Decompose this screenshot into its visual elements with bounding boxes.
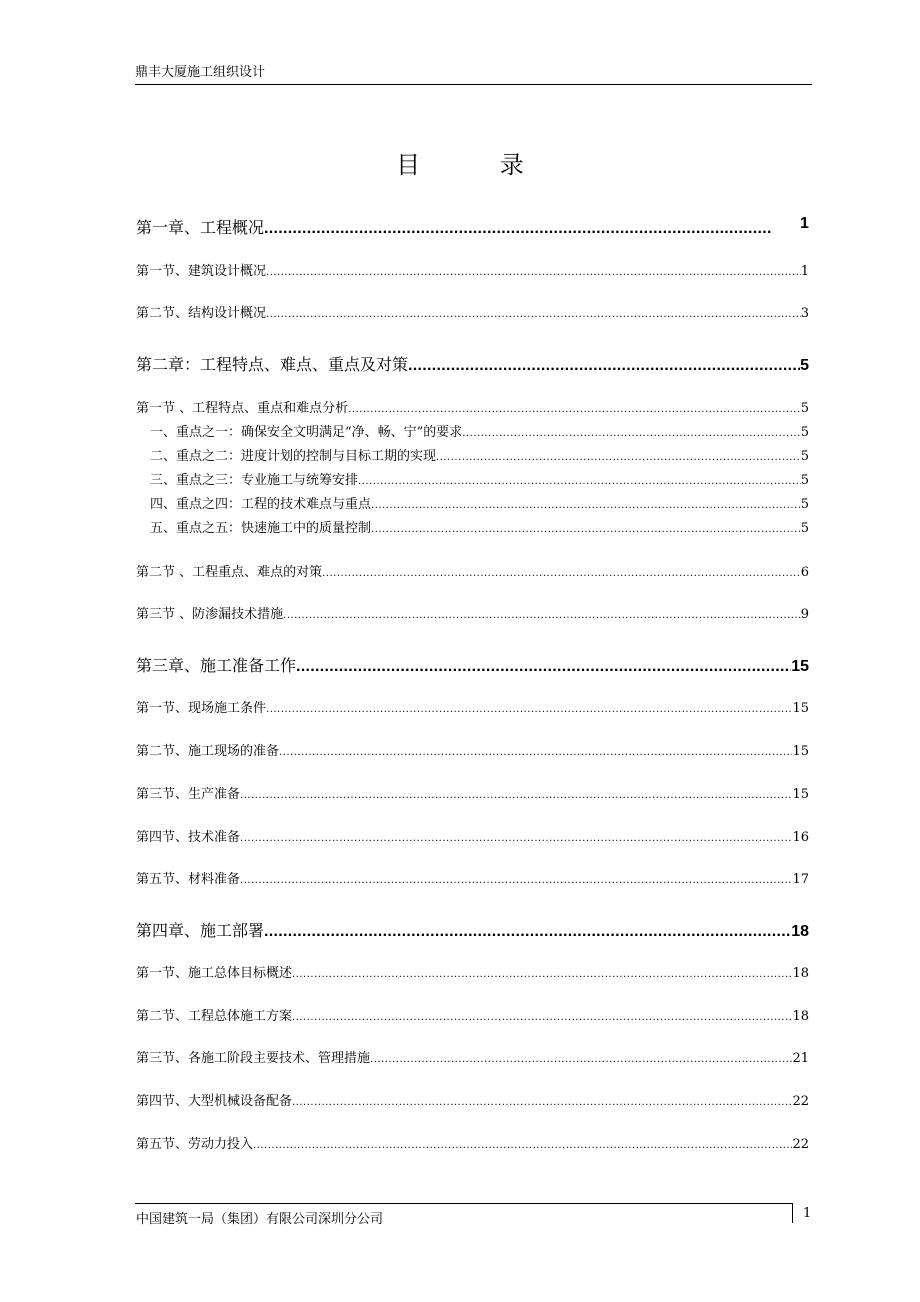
toc-chapter-4[interactable] [136,918,809,942]
toc-label: 五、重点之五：快速施工中的质量控制 [150,521,372,536]
toc-page: 9 [800,607,809,622]
toc-section[interactable] [136,740,809,760]
toc-page: 18 [792,966,809,981]
toc-label: 第一节、建筑设计概况 [136,264,267,279]
toc-label: 一、重点之一：确保安全文明满足“净、畅、宁”的要求 [150,425,463,440]
leader-dots [370,1054,792,1065]
leader-dots [358,476,801,487]
leader-dots [371,500,801,511]
toc-item[interactable] [136,421,809,441]
toc-section[interactable] [136,826,809,846]
toc-page: 17 [792,872,809,887]
toc-label: 第三节 、防渗漏技术措施 [136,607,284,622]
leader-dots [462,428,800,439]
toc-section[interactable] [136,302,809,322]
toc-section[interactable] [136,561,809,581]
toc-section[interactable] [136,603,809,623]
toc-label: 第二节、工程总体施工方案 [136,1009,293,1024]
toc-page: 3 [800,306,809,321]
leader-dots [266,309,801,320]
leader-dots [348,404,801,415]
toc-page: 15 [791,658,809,675]
toc-page: 5 [800,357,809,374]
toc-label: 第三节、各施工阶段主要技术、管理措施 [136,1051,371,1066]
leader-dots [264,220,772,238]
toc-section[interactable] [136,1090,809,1110]
toc-chapter-3[interactable] [136,653,809,677]
toc-label: 第五节、劳动力投入 [136,1137,254,1152]
toc-page: 21 [792,1051,809,1066]
toc-label: 第四节、技术准备 [136,830,241,845]
toc-section[interactable] [136,260,809,280]
toc-section[interactable] [136,1005,809,1025]
toc-label: 三、重点之三：专业施工与统筹安排 [150,473,359,488]
toc-label: 第二章：工程特点、难点、重点及对策 [136,355,409,374]
leader-dots [436,452,801,463]
toc-section[interactable] [136,1047,809,1067]
toc-page: 6 [800,565,809,580]
toc-label: 第二节、结构设计概况 [136,306,267,321]
toc-label: 第一节、现场施工条件 [136,701,267,716]
leader-dots [296,658,791,676]
toc-section[interactable] [136,868,809,888]
toc-page: 15 [792,744,809,759]
leader-dots [371,524,801,535]
toc-label: 二、重点之二：进度计划的控制与目标工期的实现 [150,449,437,464]
toc-page: 5 [800,425,809,440]
toc-page: 15 [792,787,809,802]
toc-label: 第一章、工程概况 [136,218,265,237]
toc-chapter-1-page [800,215,809,239]
leader-dots [292,1012,792,1023]
toc-section[interactable] [136,697,809,717]
toc-item[interactable] [136,493,809,513]
toc-page: 1 [800,264,809,279]
toc-page: 1 [800,215,809,232]
leader-dots [408,357,800,375]
toc-label: 四、重点之四：工程的技术难点与重点 [150,497,372,512]
leader-dots [240,833,792,844]
leader-dots [240,790,792,801]
toc-section[interactable] [136,783,809,803]
footer-rule [135,1203,792,1204]
leader-dots [240,875,792,886]
leader-dots [279,747,792,758]
toc-label: 第三章、施工准备工作 [136,656,297,675]
toc-page: 22 [792,1094,809,1109]
leader-dots [253,1140,792,1151]
toc-section[interactable] [136,1133,809,1153]
leader-dots [322,568,801,579]
toc-label: 第二节、施工现场的准备 [136,744,280,759]
toc-label: 第四章、施工部署 [136,921,265,940]
toc-page: 16 [792,830,809,845]
toc-page: 5 [800,521,809,536]
toc-page: 5 [800,449,809,464]
leader-dots [292,969,792,980]
toc-item[interactable] [136,469,809,489]
toc-label: 第三节、生产准备 [136,787,241,802]
toc-page: 22 [792,1137,809,1152]
toc-page: 5 [800,473,809,488]
toc-item[interactable] [136,517,809,537]
toc-chapter-2[interactable] [136,352,809,376]
leader-dots [292,1097,792,1108]
toc-section[interactable] [136,962,809,982]
toc-page: 18 [791,923,809,940]
footer-divider [792,1203,793,1223]
toc-page: 18 [792,1009,809,1024]
leader-dots [264,923,791,941]
toc-page: 15 [792,701,809,716]
toc-label: 第一节 、工程特点、重点和难点分析 [136,401,349,416]
toc-label: 第五节、材料准备 [136,872,241,887]
leader-dots [283,610,801,621]
header-rule [135,84,812,85]
leader-dots [266,267,801,278]
page-header: 鼎丰大厦施工组织设计 [135,65,266,80]
toc-label: 第四节、大型机械设备配备 [136,1094,293,1109]
leader-dots [266,704,792,715]
footer-page-number: 1 [803,1206,812,1221]
toc-title: 目 录 [396,151,560,179]
toc-label: 第二节 、工程重点、难点的对策 [136,565,323,580]
toc-page: 5 [800,497,809,512]
toc-label: 第一节、施工总体目标概述 [136,966,293,981]
footer-company: 中国建筑一局（集团）有限公司深圳分公司 [136,1212,384,1227]
toc-page: 5 [800,401,809,416]
toc-chapter-1[interactable] [136,215,772,239]
toc-section[interactable] [136,397,809,417]
toc-item[interactable] [136,445,809,465]
